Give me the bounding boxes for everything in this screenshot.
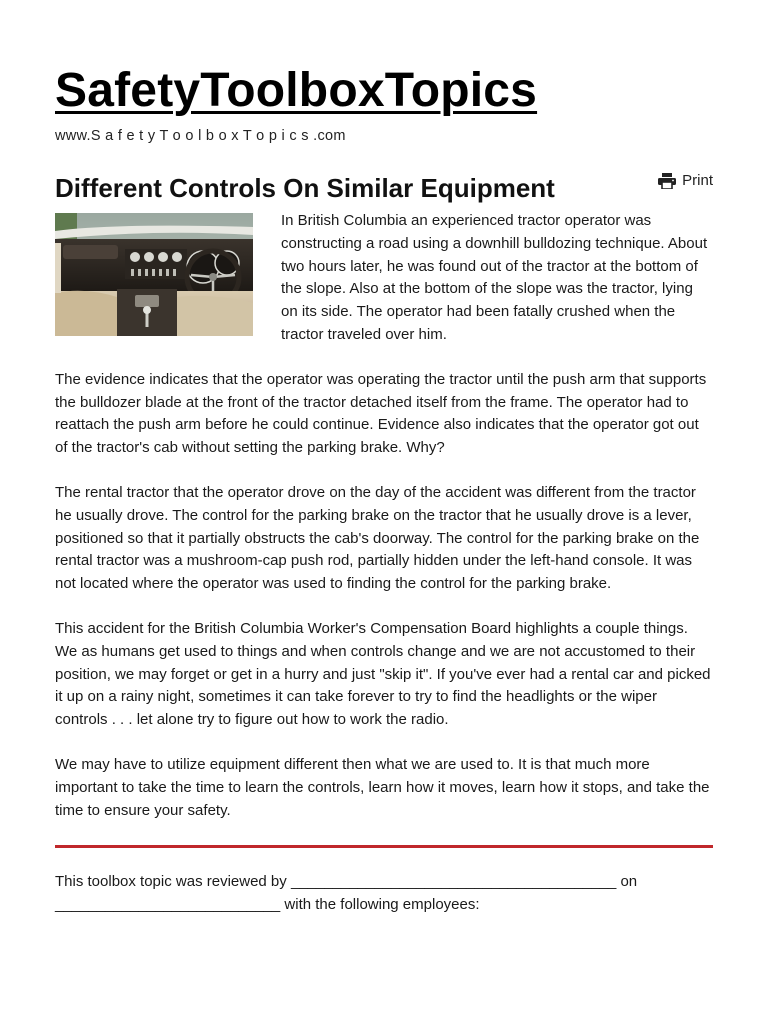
divider-rule [55, 845, 713, 848]
document-page [55, 60, 713, 917]
site-url[interactable]: www.S a f e t y T o o l b o x T o p i c s .com [55, 128, 346, 144]
article-header [55, 168, 713, 208]
site-title[interactable]: SafetyToolboxTopics [55, 64, 538, 117]
paragraph-1: In British Columbia an experienced tractor operator was constructing a road using a downhill bulldozing technique. About two hours later, he was found out of the tractor at the bottom of the slope. Also at the bottom of the slope was the tractor, lying on its side. The operator had been fatally crushed when the tractor traveled over him. [281, 212, 708, 343]
paragraph-5: We may have to utilize equipment different then what we are used to. It is that much more important to take the time to learn the controls, learn how it moves, learn how it stops, and take the time to ensure your safety. [55, 755, 710, 819]
intro-section [55, 210, 713, 347]
review-statement: This toolbox topic was reviewed by _______________________________________ on ___________________________ with the following employees: [55, 873, 638, 914]
paragraph-3: The rental tractor that the operator drove on the day of the accident was different from the tractor he usually drove. The control for the parking brake on the tractor that he usually drove is a lever, positioned so that it partially obstructs the cab's doorway. The control for the parking brake on the rental tractor was a mushroom-cap push rod, partially hidden under the left-hand console. It was not located where the operator was used to finding the control for the parking brake. [55, 483, 700, 593]
printer-icon [658, 173, 676, 189]
paragraph-4: This accident for the British Columbia Worker's Compensation Board highlights a couple things. We as humans get used to things and when controls change and we are not accustomed to their position, we may forget or get in a hurry and just "skip it". If you've ever had a rental car and picked it up on a rainy night, sometimes it can take forever to try to find the headlights or the wiper controls . . . let alone try to figure out how to work the radio. [55, 619, 711, 729]
print-button[interactable] [658, 172, 713, 189]
car-dashboard-photo [55, 213, 253, 336]
paragraph-2: The evidence indicates that the operator was operating the tractor until the push arm that supports the bulldozer blade at the front of the tractor detached itself from the frame. The operator had to reattach the push arm before he could continue. Evidence also indicates that the operator got out of the tractor's cab without setting the parking brake. Why? [55, 370, 707, 457]
print-label: Print [682, 172, 713, 189]
article-title: Different Controls On Similar Equipment [55, 173, 555, 203]
